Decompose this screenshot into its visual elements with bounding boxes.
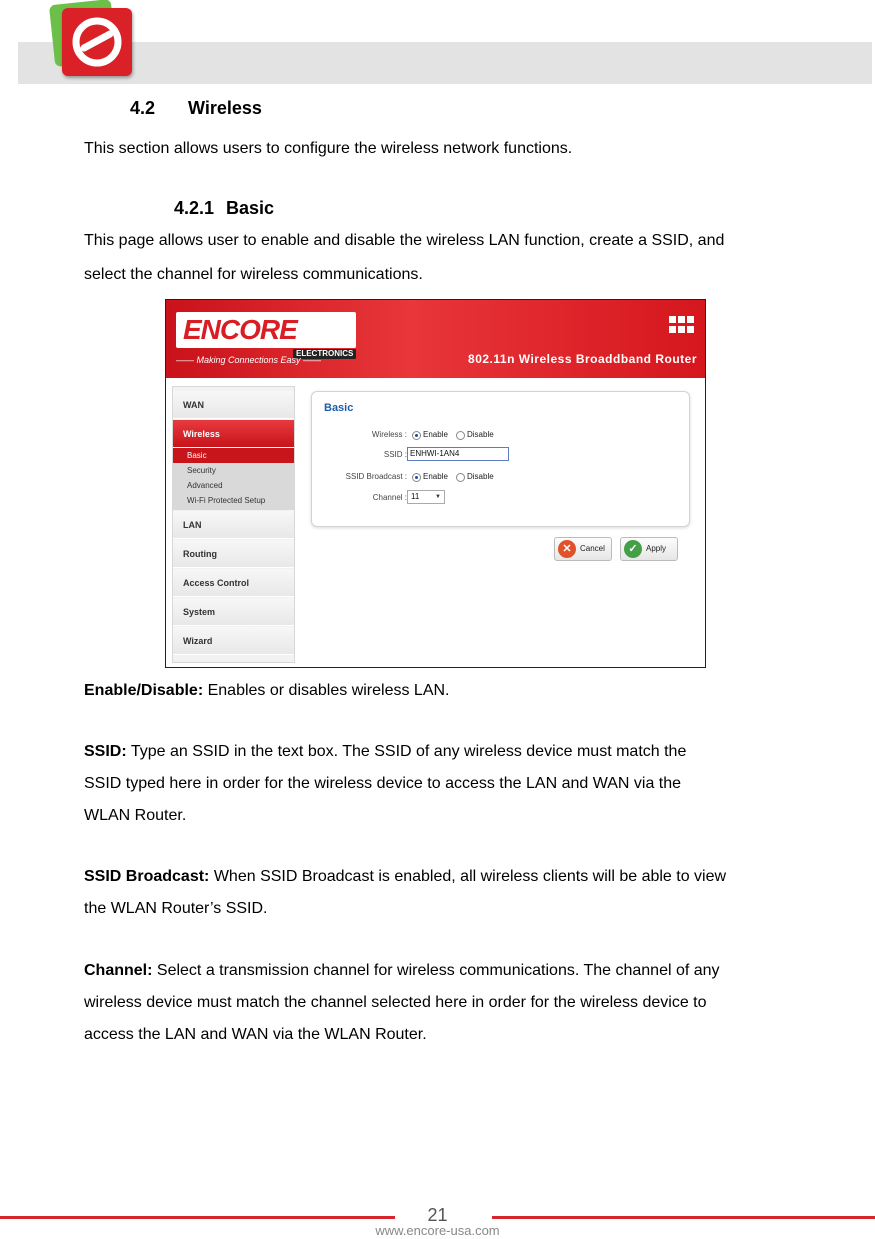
sidebar-item-wizard[interactable]: Wizard xyxy=(173,627,294,655)
subsection-intro-line1: This page allows user to enable and disable the wireless LAN function, create a SSID, and xyxy=(84,232,725,249)
section-number: 4.2 xyxy=(130,98,156,118)
channel-value: 11 xyxy=(411,492,420,501)
broadcast-term: SSID Broadcast: xyxy=(84,868,210,885)
ssid-term: SSID: xyxy=(84,743,127,760)
channel-description-line2: wireless device must match the channel selected here in order for the wireless device to xyxy=(84,994,707,1011)
brand-sub: ELECTRONICS xyxy=(293,349,356,359)
sidebar-item-wan[interactable]: WAN xyxy=(173,391,294,419)
submenu-item-security[interactable]: Security xyxy=(187,466,216,475)
brand-name: ENCORE xyxy=(183,314,297,345)
submenu-item-wps[interactable]: Wi-Fi Protected Setup xyxy=(187,496,266,505)
sidebar-item-access-control[interactable]: Access Control xyxy=(173,569,294,597)
grid-icon xyxy=(669,316,695,334)
router-banner xyxy=(166,300,706,378)
channel-label: Channel : xyxy=(372,493,407,502)
submenu-item-basic[interactable]: Basic xyxy=(173,448,294,463)
cancel-button-label: Cancel xyxy=(580,544,605,553)
section-heading xyxy=(130,98,262,119)
sidebar-item-lan[interactable]: LAN xyxy=(173,511,294,539)
ssid-description-line2: SSID typed here in order for the wireless device to access the LAN and WAN via the xyxy=(84,775,682,792)
apply-button-label: Apply xyxy=(646,544,667,553)
ssid-label: SSID : xyxy=(383,450,407,459)
wireless-disable-radio[interactable] xyxy=(456,431,465,440)
section-intro: This section allows users to configure the wireless network functions. xyxy=(84,140,573,157)
wireless-submenu xyxy=(173,448,294,510)
broadcast-enable-label: Enable xyxy=(423,472,448,481)
product-name: 802.11n Wireless Broaddband Router xyxy=(468,352,697,366)
wireless-label: Wireless : xyxy=(371,430,407,439)
subsection-title: Basic xyxy=(226,198,275,218)
sidebar-item-wireless[interactable]: Wireless xyxy=(173,420,294,448)
wireless-enable-label: Enable xyxy=(423,430,448,439)
subsection-intro-line2: select the channel for wireless communications. xyxy=(84,266,423,283)
ssid-broadcast-label: SSID Broadcast : xyxy=(345,472,407,481)
subsection-heading xyxy=(174,198,274,219)
ssid-text-1: Type an SSID in the text box. The SSID of any wireless device must match the xyxy=(126,743,687,760)
sidebar-item-routing[interactable]: Routing xyxy=(173,540,294,568)
website-link[interactable]: www.encore-usa.com xyxy=(375,1223,500,1238)
submenu-item-advanced[interactable]: Advanced xyxy=(187,481,223,490)
channel-select[interactable] xyxy=(407,490,445,504)
cancel-button[interactable] xyxy=(554,537,612,561)
sidebar-menu xyxy=(172,386,295,663)
encore-e-logo-icon xyxy=(62,8,132,76)
tagline: —— Making Connections Easy —— xyxy=(176,355,322,365)
ssid-description-line3: WLAN Router. xyxy=(84,807,187,824)
header-band xyxy=(18,42,872,84)
chevron-down-icon: ▼ xyxy=(435,494,441,500)
ssid-input[interactable]: ENHWI-1AN4 xyxy=(407,447,509,461)
enable-term: Enable/Disable: xyxy=(84,682,204,699)
apply-button[interactable] xyxy=(620,537,678,561)
broadcast-disable-label: Disable xyxy=(467,472,494,481)
ssid-description-line1 xyxy=(84,736,686,767)
encore-brand-logo xyxy=(176,312,356,358)
section-title: Wireless xyxy=(188,98,262,118)
sidebar-item-system[interactable]: System xyxy=(173,598,294,626)
wireless-enable-radio[interactable] xyxy=(412,431,421,440)
subsection-number: 4.2.1 xyxy=(174,198,215,218)
broadcast-text-1: When SSID Broadcast is enabled, all wireless clients will be able to view xyxy=(209,868,727,885)
checkmark-icon: ✓ xyxy=(624,540,642,558)
enable-description xyxy=(84,675,450,706)
cancel-icon: ✕ xyxy=(558,540,576,558)
broadcast-enable-radio[interactable] xyxy=(412,473,421,482)
wireless-disable-label: Disable xyxy=(467,430,494,439)
channel-description-line3: access the LAN and WAN via the WLAN Router. xyxy=(84,1026,427,1043)
enable-text: Enables or disables wireless LAN. xyxy=(203,682,450,699)
router-screenshot xyxy=(165,299,706,668)
broadcast-description-line1 xyxy=(84,861,726,892)
channel-term: Channel: xyxy=(84,962,153,979)
basic-settings-panel xyxy=(311,391,690,527)
broadcast-description-line2: the WLAN Router’s SSID. xyxy=(84,900,268,917)
broadcast-disable-radio[interactable] xyxy=(456,473,465,482)
page-number: 21 xyxy=(427,1205,448,1225)
channel-text-1: Select a transmission channel for wireless communications. The channel of any xyxy=(152,962,720,979)
panel-title: Basic xyxy=(324,402,354,414)
channel-description-line1 xyxy=(84,955,720,986)
